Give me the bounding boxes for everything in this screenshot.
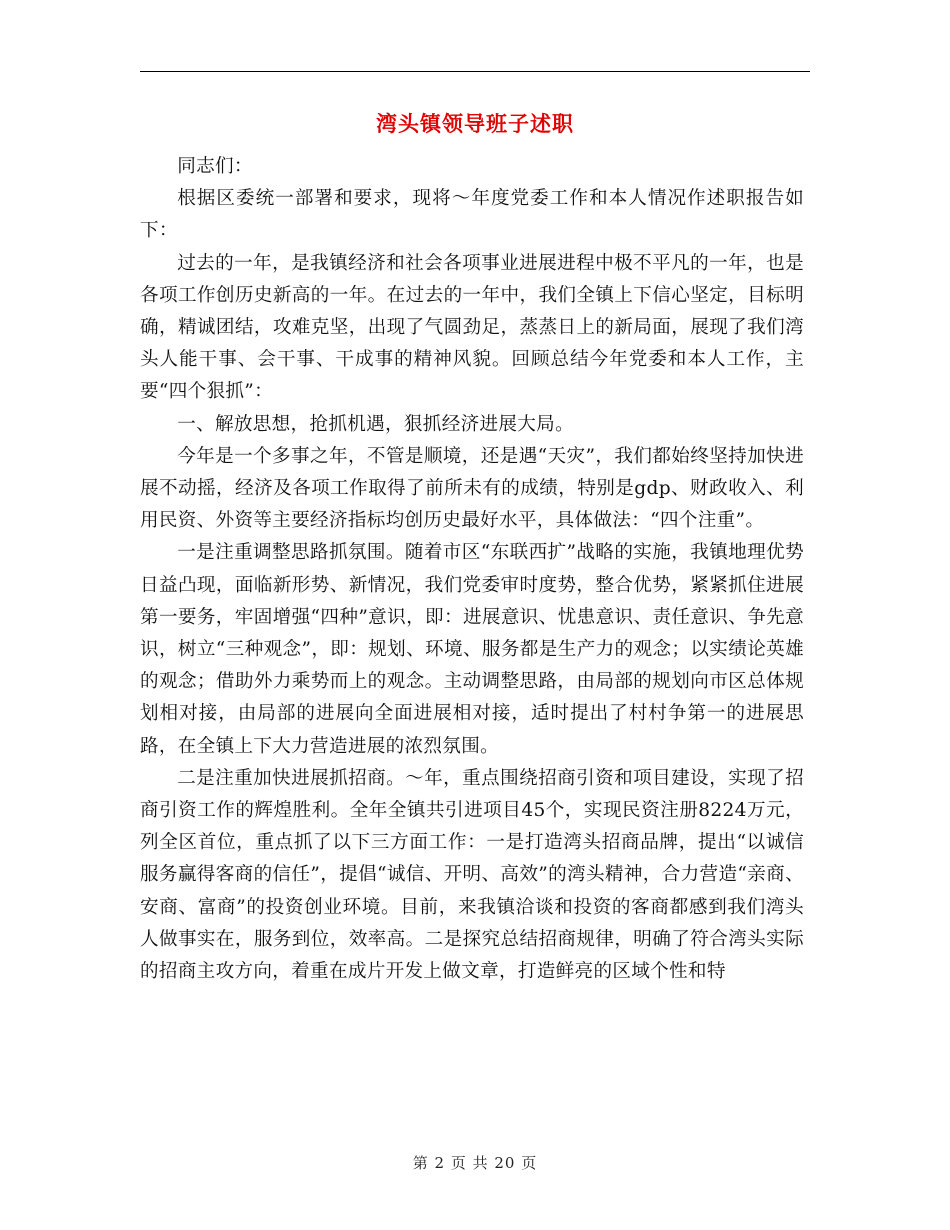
- paragraph-achievements: 今年是一个多事之年，不管是顺境，还是遇“天灾”，我们都始终坚持加快进展不动摇，经济及各项工作取得了前所未有的成绩，特别是gdp、财政收入、利用民资、外资等主要经济指标均创历史最好水平，具体做法：“四个注重”。: [140, 445, 804, 532]
- paragraph-section-heading: 一、解放思想，抢抓机遇，狠抓经济进展大局。: [177, 413, 574, 435]
- paragraph-greeting: 同志们：: [177, 156, 253, 177]
- paragraph-point-one: 一是注重调整思路抓氛围。随着市区“东联西扩”战略的实施，我镇地理优势日益凸现，面临新形势、新情况，我们党委审时度势，整合优势，紧紧抓住进展第一要务，牢固增强“四种”意识，即：进展意识、忧患意识、责任意识、争先意识，树立“三种观念”，即：规划、环境、服务都是生产力的观念；以实绩论英雄的观念；借助外力乘势而上的观念。主动调整思路，由局部的规划向市区总体规划相对接，由局部的进展向全面进展相对接，适时提出了村村争第一的进展思路，在全镇上下大力营造进展的浓烈氛围。: [140, 542, 804, 757]
- document-body: [140, 151, 804, 988]
- document-title: 湾头镇领导班子述职: [376, 111, 574, 136]
- paragraph-review: 过去的一年，是我镇经济和社会各项事业进展进程中极不平凡的一年，也是各项工作创历史新高的一年。在过去的一年中，我们全镇上下信心坚定，目标明确，精诚团结，攻难克坚，出现了气圆劲足，蒸蒸日上的新局面，展现了我们湾头人能干事、会干事、干成事的精神风貌。回顾总结今年党委和本人工作，主要“四个狠抓”：: [140, 252, 804, 403]
- page-number-label: 第 2 页 共 20 页: [412, 1154, 538, 1172]
- paragraph-point-two: 二是注重加快进展抓招商。～年，重点围绕招商引资和项目建设，实现了招商引资工作的辉煌胜利。全年全镇共引进项目45个，实现民资注册8224万元，列全区首位，重点抓了以下三方面工作：一是打造湾头招商品牌，提出“以诚信服务赢得客商的信任”，提倡“诚信、开明、高效”的湾头精神，合力营造“亲商、安商、富商”的投资创业环境。目前，来我镇洽谈和投资的客商都感到我们湾头人做事实在，服务到位，效率高。二是探究总结招商规律，明确了符合湾头实际的招商主攻方向，着重在成片开发上做文章，打造鲜亮的区域个性和特: [140, 767, 804, 983]
- header-rule: [140, 71, 810, 72]
- paragraph-intro: 根据区委统一部署和要求，现将～年度党委工作和本人情况作述职报告如下：: [140, 188, 804, 242]
- page-footer: [0, 1152, 950, 1173]
